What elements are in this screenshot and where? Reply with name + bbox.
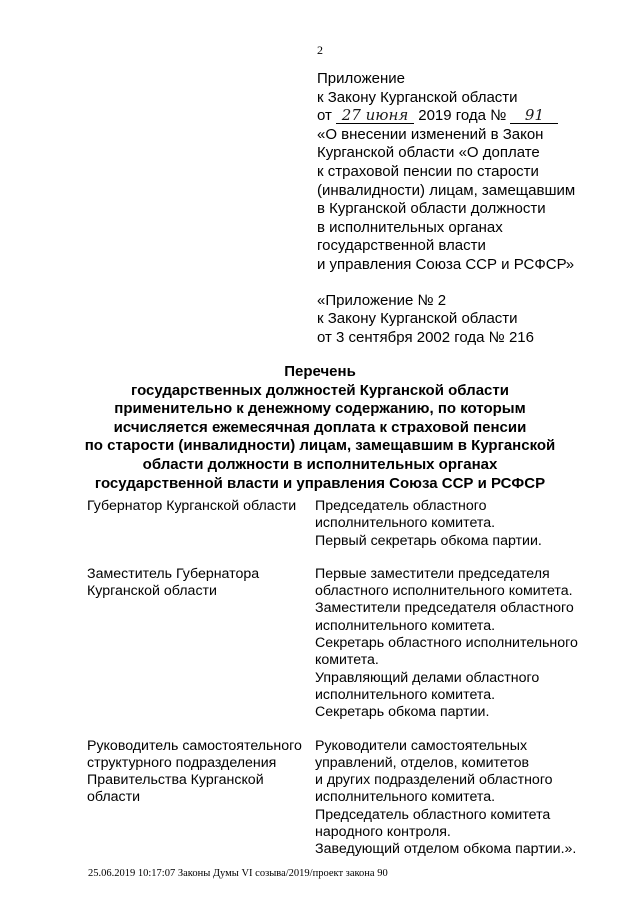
base-line: к Закону Курганской области <box>317 310 518 328</box>
cell-line: Секретарь областного исполнительного <box>315 635 578 652</box>
amendment-line: к страховой пенсии по старости <box>317 162 539 180</box>
date-prefix: от <box>317 107 332 125</box>
heading-line: области должности в исполнительных органах <box>142 455 498 473</box>
cell-line: Заместители председателя областного <box>315 600 574 617</box>
cell-line: исполнительного комитета. <box>315 686 496 703</box>
cell-line: Председатель областного <box>315 498 487 514</box>
appendix-to-law: к Закону Курганской области <box>317 88 518 106</box>
document-heading <box>60 363 580 493</box>
former-position-cell <box>315 738 597 859</box>
cell-line: Секретарь обкома партии. <box>315 704 490 721</box>
cell-line: Первый секретарь обкома партии. <box>315 532 542 549</box>
cell-line: исполнительного комитета. <box>315 617 496 634</box>
table-row <box>87 566 597 722</box>
current-position-cell <box>87 498 315 550</box>
amendment-line: государственной власти <box>317 237 486 255</box>
handwritten-number: 91 <box>510 108 558 124</box>
cell-line: комитета. <box>315 652 379 669</box>
heading-line: Перечень <box>284 363 356 380</box>
page-number: 2 <box>317 43 323 57</box>
cell-line: Управляющий делами областного <box>315 669 540 686</box>
cell-line: областного исполнительного комитета. <box>315 583 573 600</box>
cell-line: Руководитель самостоятельного <box>87 737 302 754</box>
amendment-line: в Курганской области должности <box>317 200 546 218</box>
cell-line: Первые заместители председателя <box>315 565 550 582</box>
footer-file-path: 25.06.2019 10:17:07 Законы Думы VI созыва/2019/проект закона 90 <box>88 868 388 879</box>
cell-line: Заместитель Губернатора <box>87 565 260 582</box>
amendment-title <box>317 126 617 275</box>
cell-line: Председатель областного комитета <box>315 806 551 823</box>
table-row <box>87 738 597 859</box>
cell-line: Правительства Курганской <box>87 772 264 789</box>
cell-line: народного контроля. <box>315 824 451 841</box>
cell-line: исполнительного комитета. <box>315 515 496 532</box>
base-line: «Приложение № 2 <box>317 291 447 309</box>
handwritten-date: 27 июня <box>336 108 414 124</box>
cell-line: Заведующий отделом обкома партии.». <box>315 841 577 858</box>
amendment-line: и управления Союза ССР и РСФСР» <box>317 255 575 273</box>
table-row <box>87 498 597 550</box>
former-position-cell <box>315 566 597 722</box>
heading-line: государственных должностей Курганской области <box>131 381 509 399</box>
cell-line: исполнительного комитета. <box>315 789 496 806</box>
heading-line: исчисляется ежемесячная доплата к страховой пенсии <box>113 418 527 436</box>
heading-line: государственной власти и управления Союза ССР и РСФСР <box>94 474 546 492</box>
base-line: от 3 сентября 2002 года № 216 <box>317 328 534 346</box>
cell-line: структурного подразделения <box>87 754 277 771</box>
amendment-line: в исполнительных органах <box>317 218 503 236</box>
cell-line: Курганской области <box>87 583 217 600</box>
cell-line: Губернатор Курганской области <box>87 498 297 514</box>
former-position-cell <box>315 498 597 550</box>
base-appendix-reference <box>317 292 617 348</box>
current-position-cell <box>87 738 315 859</box>
heading-line: применительно к денежному содержанию, по которым <box>114 400 526 418</box>
cell-line: Руководители самостоятельных <box>315 737 528 754</box>
cell-line: и других подразделений областного <box>315 772 553 789</box>
cell-line: области <box>87 789 141 806</box>
amendment-line: Курганской области «О доплате <box>317 144 540 162</box>
current-position-cell <box>87 566 315 722</box>
appendix-title: Приложение <box>317 70 405 87</box>
positions-table <box>87 498 597 875</box>
date-year: 2019 года № <box>418 107 507 125</box>
appendix-date-line <box>317 107 617 126</box>
cell-line: управлений, отделов, комитетов <box>315 754 530 771</box>
heading-line: по старости (инвалидности) лицам, замещавшим в Курганской <box>84 437 556 455</box>
amendment-line: (инвалидности) лицам, замещавшим <box>317 181 576 199</box>
amendment-line: «О внесении изменений в Закон <box>317 125 544 143</box>
appendix-block <box>317 70 617 347</box>
